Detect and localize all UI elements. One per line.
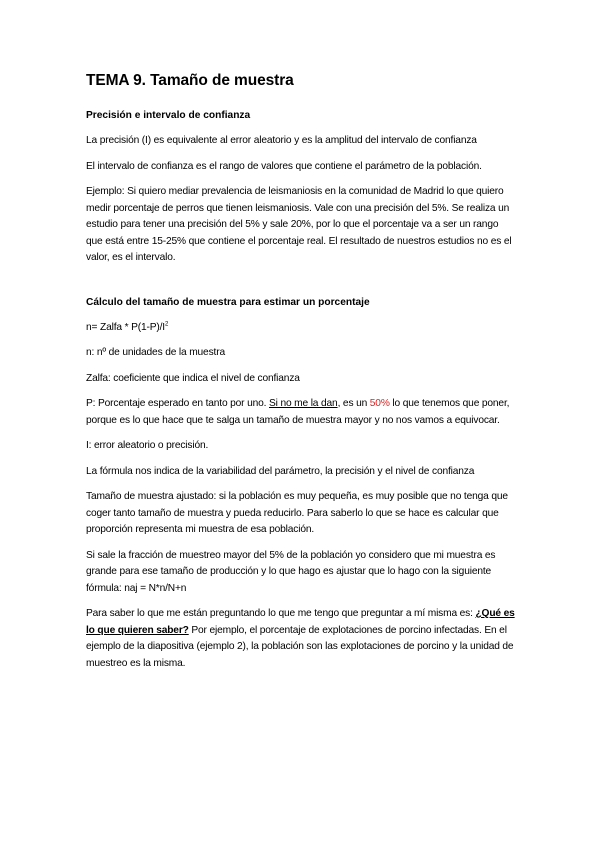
paragraph-intervalo: El intervalo de confianza es el rango de valores que contiene el parámetro de la población. xyxy=(86,160,482,172)
section-heading-precision: Precisión e intervalo de confianza xyxy=(86,110,251,121)
paragraph-precision: La precisión (I) es equivalente al error aleatorio y es la amplitud del intervalo de confianza xyxy=(86,135,477,146)
paragraph-saber xyxy=(86,606,516,672)
formula-superscript: 2 xyxy=(164,321,169,328)
definition-p-text-2: , es un xyxy=(337,398,370,409)
definition-p-text-3: lo que tenemos que poner, porque es lo que hace que te salga un tamaño de muestra mayor y no nos vamos a equivocar. xyxy=(86,398,510,426)
document-body xyxy=(86,70,516,681)
formula-line xyxy=(86,320,516,337)
paragraph-fraccion: Si sale la fracción de muestreo mayor del 5% de la población yo considero que mi muestra es grande para ese tamaño de producción y lo que hago es ajustar que lo hago con la siguiente fórmula: naj = N*n/N+n xyxy=(86,549,496,594)
underlined-bold-question: ¿Qué es lo que quieren saber? xyxy=(86,608,515,636)
definition-p-text: P: Porcentaje esperado en tanto por uno. xyxy=(86,398,270,409)
underlined-text: Si no me la dan xyxy=(269,398,338,409)
definition-n: n: nº de unidades de la muestra xyxy=(86,347,225,358)
section-heading-calculo: Cálculo del tamaño de muestra para estimar un porcentaje xyxy=(86,296,370,308)
definition-p xyxy=(86,396,516,429)
formula-text: n= Zalfa * P(1-P)/I xyxy=(86,321,165,333)
paragraph-ejemplo: Ejemplo: Si quiero mediar prevalencia de leismaniosis en la comunidad de Madrid lo que quiero medir porcentaje de perros que tienen leismaniosis. Vale con una precisión del 5%. Se realiza un estudio para tener una precisión del 5% y sale 20%, por lo que el porcentaje va a ser un rango que está entre 15-25% que contiene el porcentaje real. El resultado de nuestros estudios no es el valor, es el intervalo. xyxy=(86,186,512,263)
paragraph-saber-text-2: Por ejemplo, el porcentaje de explotaciones de porcino infectadas. En el ejemplo de la diapositiva (ejemplo 2), la población son las explotaciones de porcino y la unidad de muestreo es la misma. xyxy=(86,624,514,669)
page-title: TEMA 9. Tamaño de muestra xyxy=(86,72,294,89)
definition-zalfa: Zalfa: coeficiente que indica el nivel de confianza xyxy=(86,372,300,384)
paragraph-formula: La fórmula nos indica de la variabilidad del parámetro, la precisión y el nivel de confianza xyxy=(86,465,475,477)
highlight-red-percent: 50% xyxy=(369,398,390,409)
paragraph-ajustado: Tamaño de muestra ajustado: si la población es muy pequeña, es muy posible que no tenga que coger tanto tamaño de muestra y pueda reducirlo. Para saberlo lo que se hace es calcular que proporción representa mi muestra de esa población. xyxy=(86,491,508,535)
spacer xyxy=(86,276,516,295)
paragraph-saber-text: Para saber lo que me están preguntando lo que me tengo que preguntar a mí misma es: xyxy=(86,608,476,619)
definition-i: I: error aleatorio o precisión. xyxy=(86,440,209,451)
